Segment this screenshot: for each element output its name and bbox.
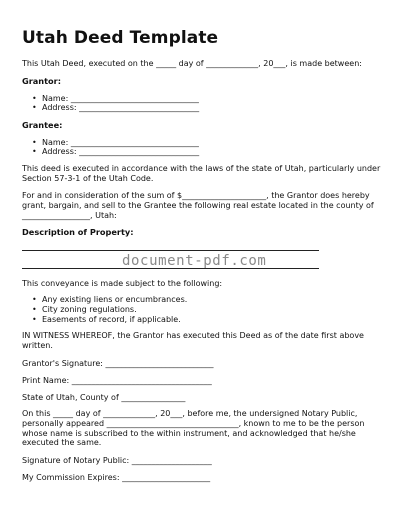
- subject-item: • Easements of record, if applicable.: [42, 315, 181, 325]
- notary-text-line: personally appeared _________________________________, known to me to be the person: [22, 419, 365, 428]
- property-heading: Description of Property:: [22, 227, 134, 237]
- commission-expires-line: My Commission Expires: ______________________: [22, 473, 211, 482]
- grantor-heading: Grantor:: [22, 76, 61, 86]
- property-line: [22, 250, 319, 251]
- state-county-line: State of Utah, County of ________________: [22, 393, 186, 402]
- notary-text-line: executed the same.: [22, 438, 102, 447]
- subject-intro: This conveyance is made subject to the following:: [22, 279, 223, 288]
- law-text-line: This deed is executed in accordance with the laws of the state of Utah, particularly under: [22, 164, 381, 173]
- grantor-address-field: • Address: ______________________________: [42, 103, 199, 113]
- consideration-text-line: For and in consideration of the sum of $_____________________, the Grantor does hereby: [22, 191, 370, 200]
- witness-text-line: written.: [22, 341, 53, 350]
- subject-item: • Any existing liens or encumbrances.: [42, 295, 187, 305]
- grantor-signature-line: Grantor's Signature: ___________________________: [22, 359, 214, 368]
- notary-text-line: whose name is subscribed to the within instrument, and acknowledged that he/she: [22, 429, 356, 438]
- document-title: Utah Deed Template: [22, 28, 219, 48]
- print-name-line: Print Name: ___________________________________: [22, 376, 212, 385]
- watermark: document-pdf.com: [122, 253, 267, 269]
- consideration-text-line: grant, bargain, and sell to the Grantee the following real estate located in the county of: [22, 201, 374, 210]
- intro-text: This Utah Deed, executed on the _____ day of _____________, 20___, is made between:: [22, 59, 362, 68]
- notary-text-line: On this _____ day of _____________, 20___, before me, the undersigned Notary Public,: [22, 409, 358, 418]
- grantee-heading: Grantee:: [22, 120, 63, 130]
- law-text-line: Section 57-3-1 of the Utah Code.: [22, 174, 154, 183]
- subject-item: • City zoning regulations.: [42, 305, 137, 315]
- witness-text-line: IN WITNESS WHEREOF, the Grantor has executed this Deed as of the date first above: [22, 331, 364, 340]
- notary-signature-line: Signature of Notary Public: ____________________: [22, 456, 212, 465]
- grantee-name-field: • Name: ________________________________: [42, 138, 199, 148]
- grantor-name-field: • Name: ________________________________: [42, 94, 199, 104]
- consideration-text-line: _________________, Utah:: [22, 211, 117, 220]
- grantee-address-field: • Address: ______________________________: [42, 147, 199, 157]
